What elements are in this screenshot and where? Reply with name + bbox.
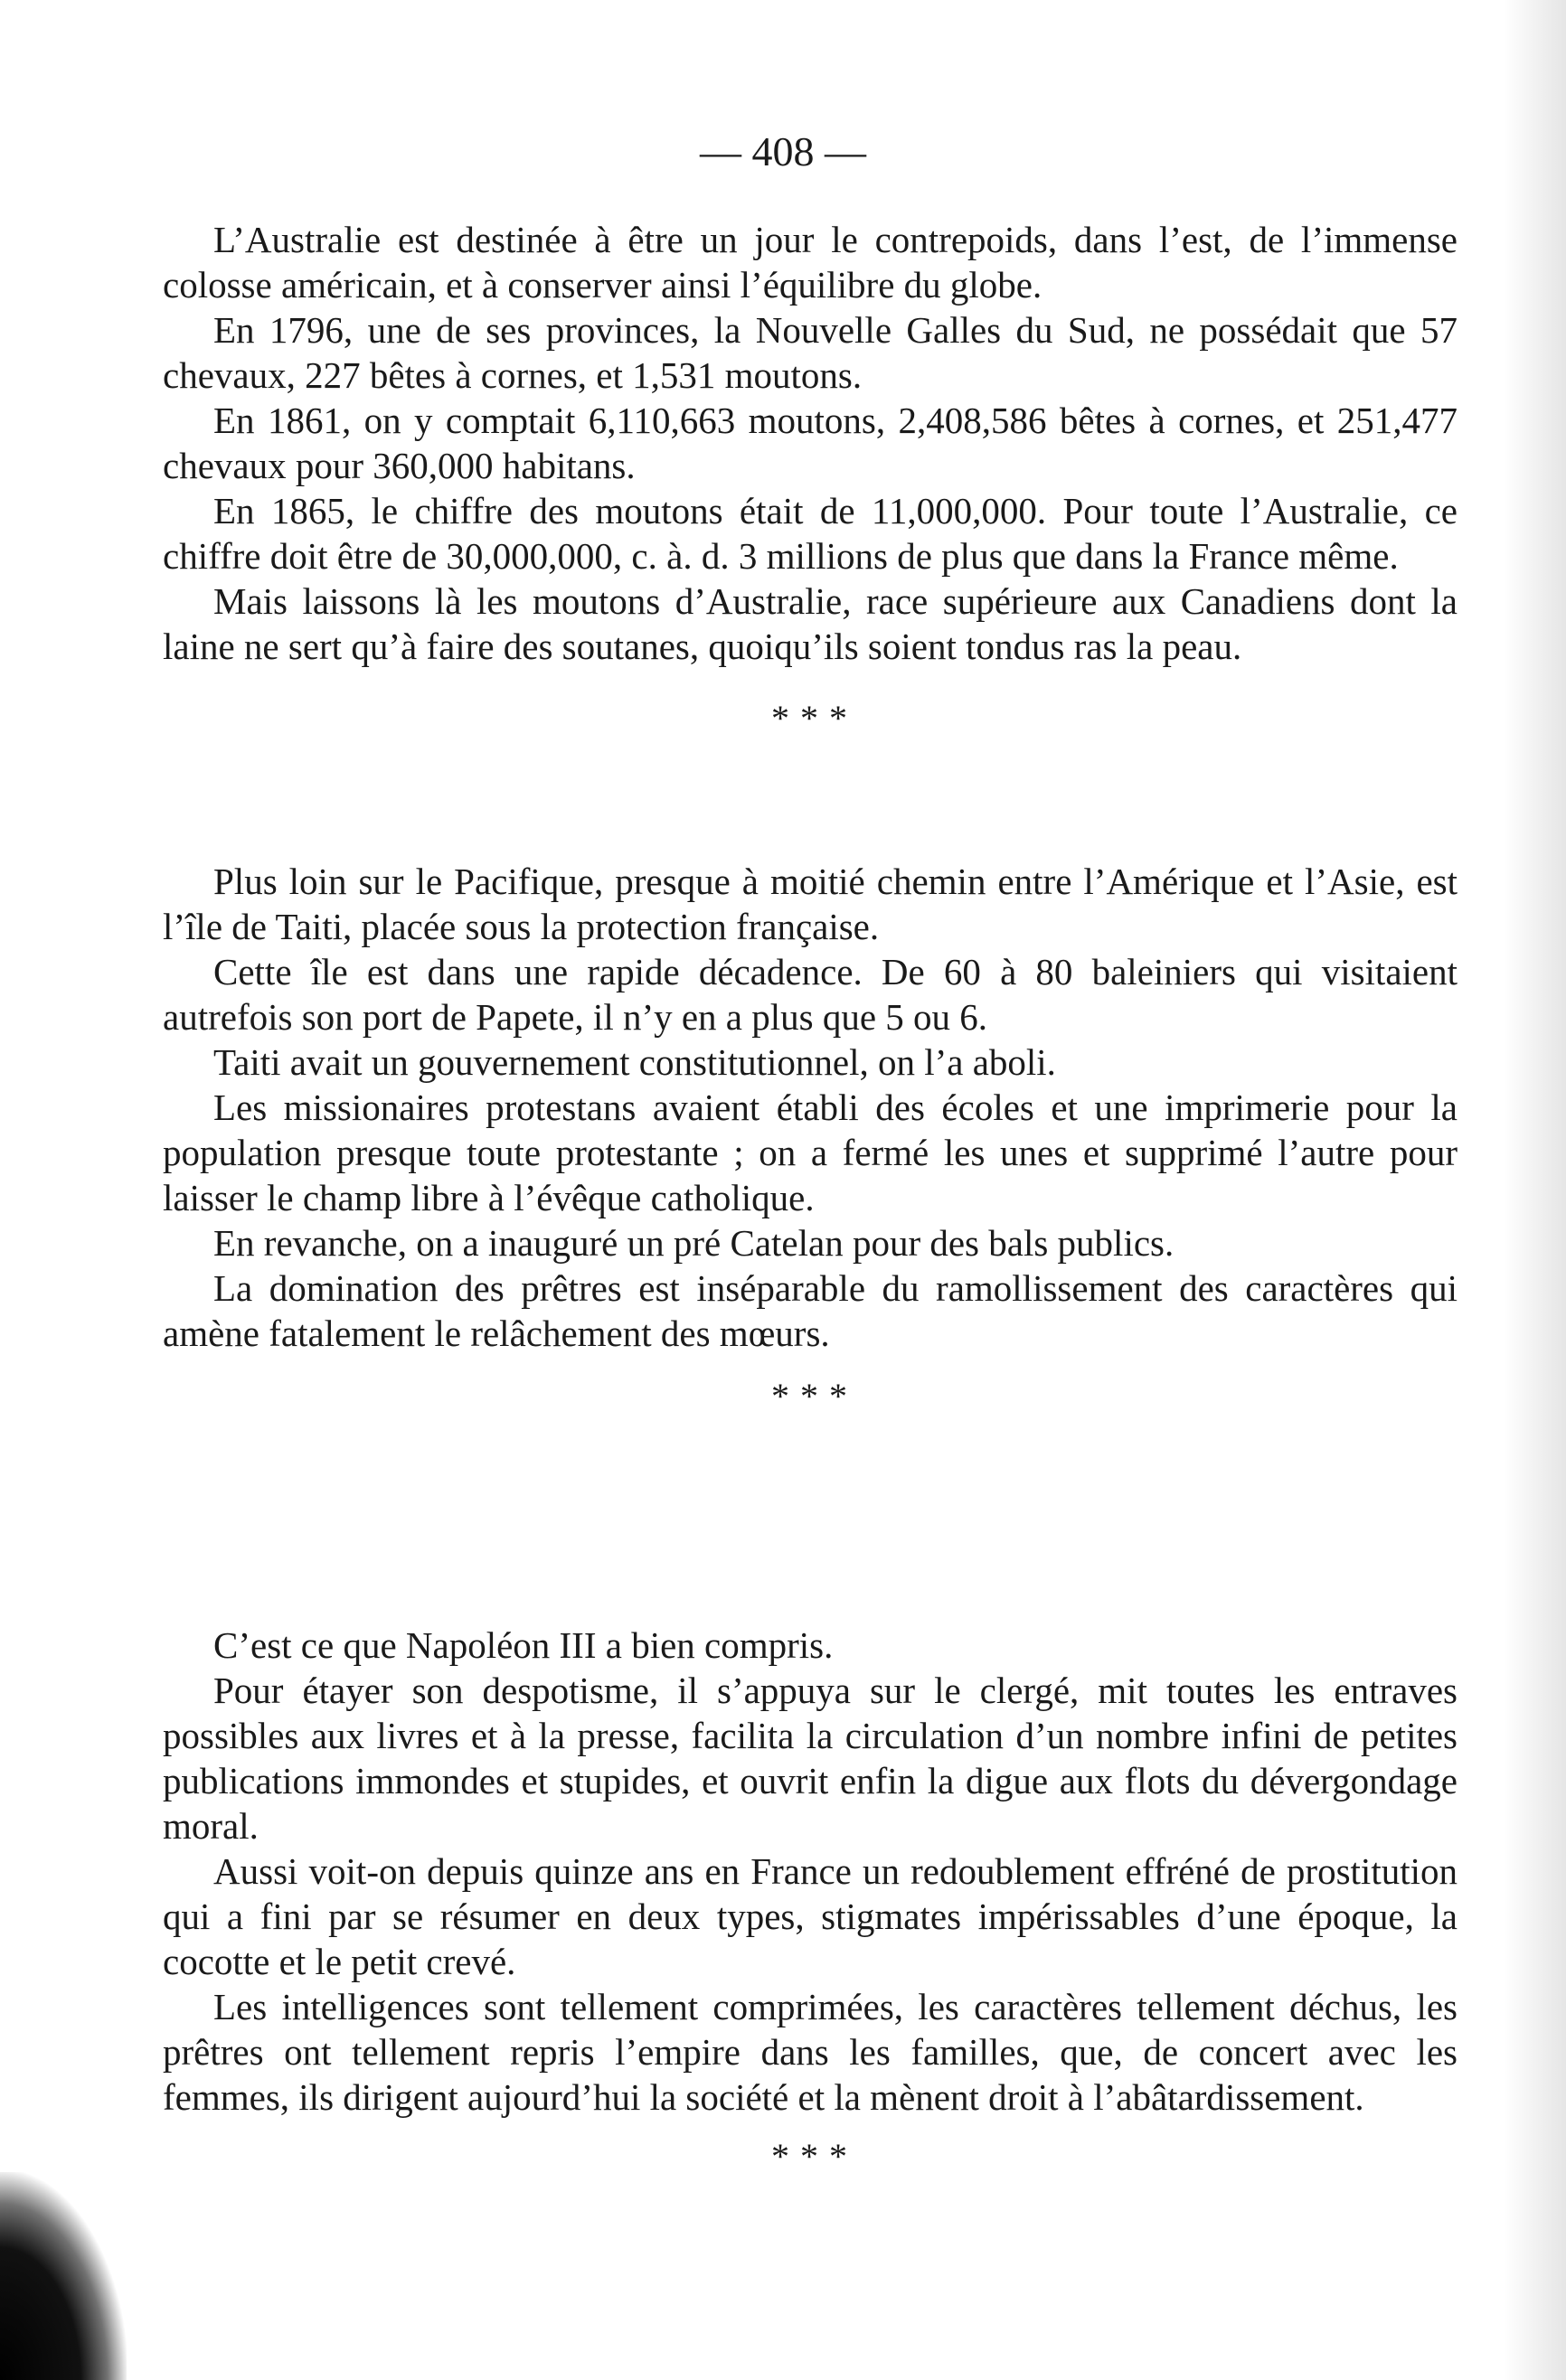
paragraph: Aussi voit-on depuis quinze ans en France un redoublement effréné de prostitution qui a fini par se résumer en deux types, stigmates impérissables d’une époque, la cocotte et le petit crevé. bbox=[163, 1850, 1458, 1982]
page-number: — 408 — bbox=[700, 128, 866, 174]
scan-corner-shadow bbox=[0, 2172, 127, 2380]
paragraph: Les intelligences sont tellement comprimées, les caractères tellement déchus, les prêtres ont tellement repris l’empire dans les familles, que, de concert avec les femmes, ils dirigent aujourd’hui la société et la mènent droit à l’abâtardissement. bbox=[163, 1986, 1458, 2118]
page-edge-shadow bbox=[1503, 0, 1566, 2380]
paragraph: Cette île est dans une rapide décadence. De 60 à 80 baleiniers qui visitaient autrefois son port de Papete, il n’y en a plus que 5 ou 6. bbox=[163, 951, 1458, 1038]
paragraph: En 1861, on y comptait 6,110,663 moutons, 2,408,586 bêtes à cornes, et 251,477 chevaux pour 360,000 habitans. bbox=[163, 400, 1458, 486]
paragraph: Pour étayer son despotisme, il s’appuya sur le clergé, mit toutes les entraves possibles aux livres et à la presse, facilita la circulation d’un nombre infini de petites publications immondes et stupides, et ouvrit enfin la digue aux flots du dévergondage moral. bbox=[163, 1670, 1458, 1847]
paragraph: L’Australie est destinée à être un jour le contrepoids, dans l’est, de l’immense colosse américain, et à conserver ainsi l’équilibre du globe. bbox=[163, 219, 1458, 306]
paragraph: En 1796, une de ses provinces, la Nouvelle Galles du Sud, ne possédait que 57 chevaux, 227 bêtes à cornes, et 1,531 moutons. bbox=[163, 309, 1458, 396]
paragraph: Les missionaires protestans avaient établi des écoles et une imprimerie pour la population presque toute protestante ; on a fermé les unes et supprimé l’autre pour laisser le champ libre à l’évêque catholique. bbox=[163, 1087, 1458, 1218]
section-australie bbox=[163, 217, 1458, 741]
section-separator: * * * bbox=[770, 2136, 849, 2177]
section-taiti bbox=[163, 859, 1458, 1419]
paragraph: Mais laissons là les moutons d’Australie, race supérieure aux Canadiens dont la laine ne sert qu’à faire des soutanes, quoiqu’ils soient tondus ras la peau. bbox=[163, 580, 1458, 667]
paragraph: Plus loin sur le Pacifique, presque à moitié chemin entre l’Amérique et l’Asie, est l’île de Taiti, placée sous la protection française. bbox=[163, 861, 1458, 947]
paragraph: En 1865, le chiffre des moutons était de 11,000,000. Pour toute l’Australie, ce chiffre doit être de 30,000,000, c. à. d. 3 millions de plus que dans la France même. bbox=[163, 490, 1458, 577]
paragraph: C’est ce que Napoléon III a bien compris. bbox=[213, 1624, 834, 1666]
section-napoleon bbox=[163, 1623, 1458, 2179]
paragraph: En revanche, on a inauguré un pré Catelan pour des bals publics. bbox=[213, 1222, 1174, 1264]
section-separator: * * * bbox=[770, 1376, 849, 1416]
paragraph: Taiti avait un gouvernement constitutionnel, on l’a aboli. bbox=[213, 1041, 1056, 1083]
section-separator: * * * bbox=[770, 698, 849, 738]
paragraph: La domination des prêtres est inséparable du ramollissement des caractères qui amène fatalement le relâchement des mœurs. bbox=[163, 1267, 1458, 1354]
